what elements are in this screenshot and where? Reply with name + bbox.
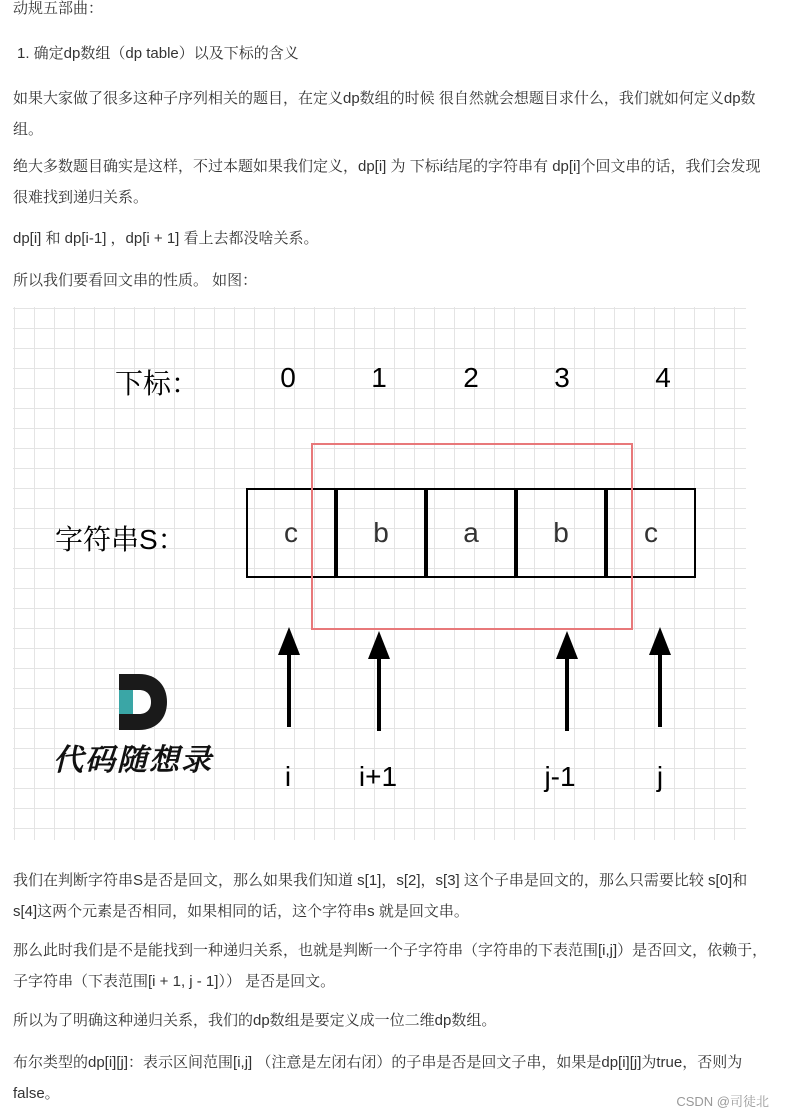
index-4: 4: [655, 362, 671, 393]
char-cell-0: c: [246, 488, 336, 578]
paragraph-compare-ends: 我们在判断字符串S是否是回文，那么如果我们知道 s[1]，s[2]，s[3] 这个子串是回文的，那么只需要比较 s[0]和s[4]这两个元素是否相同，如果相同的话，这个字符串s 就是回文串。: [13, 872, 748, 920]
pointer-label-j: j: [656, 761, 664, 792]
arrow-i: [278, 627, 300, 727]
paragraph-palindrome-property: 所以我们要看回文串的性质。 如图：: [13, 272, 258, 289]
char-cell-3: b: [516, 488, 606, 578]
paragraph-recursion: 那么此时我们是不是能找到一种递归关系，也就是判断一个子字符串（字符串的下表范围[i,j]）是否回文，依赖于，子字符串（下表范围[i + 1, j - 1]）） 是否是回文。: [13, 942, 768, 990]
pointer-label-i: i: [284, 761, 292, 792]
string-label: 字符串S：: [55, 524, 186, 555]
arrow-j: [649, 627, 671, 727]
paragraph-no-relation: dp[i] 和 dp[i-1] ，dp[i + 1] 看上去都没啥关系。: [13, 230, 319, 247]
index-1: 1: [371, 362, 387, 393]
char-cell-1: b: [336, 488, 426, 578]
paragraph-dp-difficulty: 绝大多数题目确实是这样，不过本题如果我们定义，dp[i] 为 下标i结尾的字符串有 dp[i]个回文串的话，我们会发现很难找到递归关系。: [13, 158, 761, 206]
arrow-i-plus-1: [368, 631, 390, 731]
index-label: 下标：: [115, 368, 200, 399]
step-one: 1. 确定dp数组（dp table）以及下标的含义: [17, 45, 299, 62]
pointer-label-j-minus-1: j-1: [544, 761, 576, 792]
logo-d-icon: [119, 674, 167, 730]
csdn-watermark: CSDN @司徒北: [676, 1094, 769, 1109]
step-heading: 动规五部曲：: [13, 0, 104, 17]
index-2: 2: [463, 362, 479, 393]
paragraph-dp-definition: 如果大家做了很多这种子序列相关的题目，在定义dp数组的时候 很自然就会想题目求什么，我们就如何定义dp数组。: [13, 90, 756, 138]
index-0: 0: [280, 362, 296, 393]
logo-text: 代码随想录: [53, 743, 213, 778]
palindrome-figure: [13, 307, 746, 840]
index-3: 3: [554, 362, 570, 393]
arrow-j-minus-1: [556, 631, 578, 731]
char-cell-2: a: [426, 488, 516, 578]
pointer-label-i-plus-1: i+1: [358, 761, 398, 792]
paragraph-dp-meaning: 布尔类型的dp[i][j]：表示区间范围[i,j] （注意是左闭右闭）的子串是否是回文子串，如果是dp[i][j]为true，否则为false。: [13, 1054, 743, 1102]
char-cell-4: c: [606, 488, 696, 578]
paragraph-2d-dp: 所以为了明确这种递归关系，我们的dp数组是要定义成一位二维dp数组。: [13, 1012, 497, 1029]
